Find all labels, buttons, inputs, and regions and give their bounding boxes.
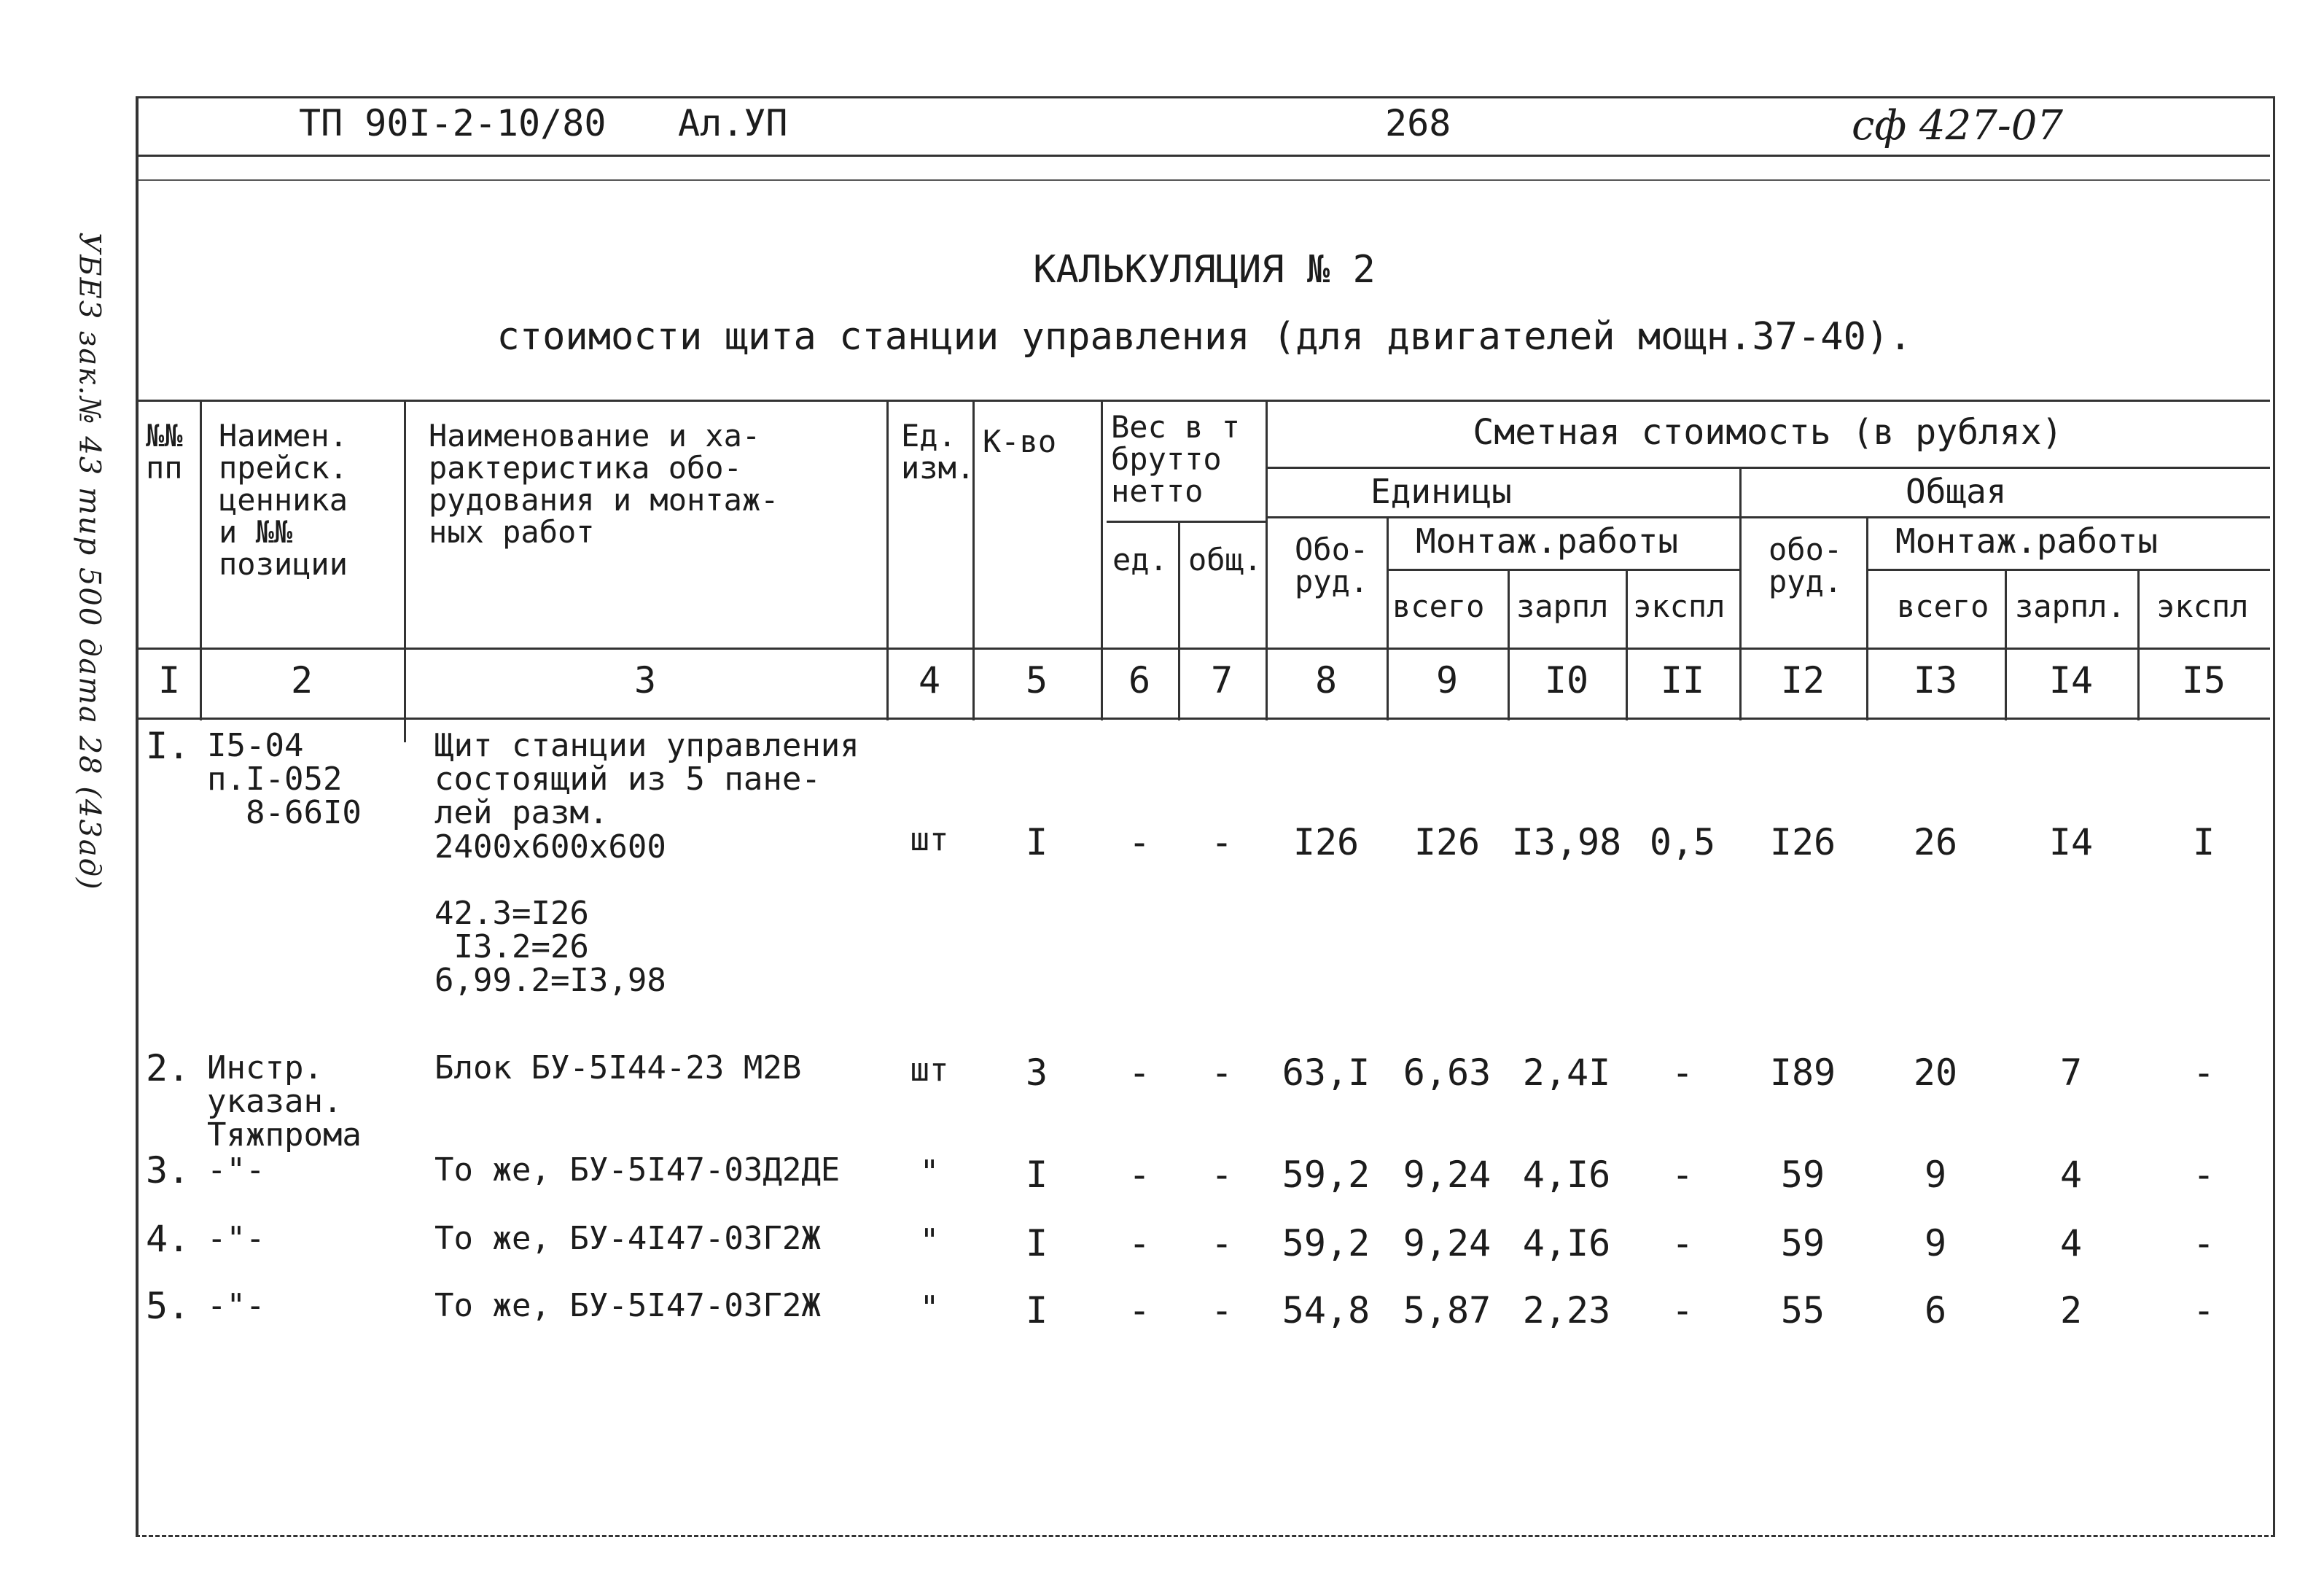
col-header-unit: Ед. изм. xyxy=(901,418,975,486)
sheet-reference: сф 427-07 xyxy=(1852,102,2064,149)
row-qty: 3 xyxy=(1025,1051,1048,1094)
row-number: 3. xyxy=(146,1149,190,1191)
row-all: 6,63 xyxy=(1403,1051,1492,1094)
row-t-all: 26 xyxy=(1913,821,1958,863)
row-number: 2. xyxy=(146,1047,190,1089)
row-wage: 2,23 xyxy=(1522,1289,1611,1331)
album-label: Ал.УП xyxy=(678,102,788,144)
col-header-all-total: всего xyxy=(1897,588,1989,624)
col-number: 6 xyxy=(1128,659,1151,701)
col-header-equip-unit: Обо- руд. xyxy=(1295,532,1369,600)
document-code: ТП 90I-2-10/80 xyxy=(299,102,607,144)
row-unit: " xyxy=(919,1222,940,1259)
row-pricelist-code: -"- xyxy=(207,1220,265,1257)
row-description: То же, БУ-4I47-03Г2Ж xyxy=(434,1220,821,1257)
page-number: 268 xyxy=(1385,102,1451,144)
header-bottom-border xyxy=(139,648,2270,650)
row-calculation: 42.3=I26 I3.2=26 6,99.2=I3,98 xyxy=(434,895,666,1000)
calc-subtitle: стоимости щита станции управления (для двигателей мощн.37-40). xyxy=(496,315,1912,359)
calc-title: КАЛЬКУЛЯЦИЯ № 2 xyxy=(1033,248,1376,292)
row-exp: 0,5 xyxy=(1649,821,1716,863)
col-header-exp-total: экспл xyxy=(2156,588,2249,624)
archive-stamp-text: УБЕЗ зак.№ 43 тир 500 дата 28 (43ад) xyxy=(73,232,106,891)
row-t-wage: 4 xyxy=(2059,1222,2083,1264)
row-exp: - xyxy=(1671,1154,1694,1196)
row-w1: - xyxy=(1128,821,1151,863)
row-t-equip: I89 xyxy=(1769,1051,1836,1094)
row-pricelist-code: -"- xyxy=(207,1287,265,1324)
col-header-description: Наименование и ха- рактеристика обо- рудования и монтаж- ных работ xyxy=(429,418,779,551)
row-all: I26 xyxy=(1413,821,1481,863)
row-description: Щит станции управления состоящий из 5 пане- лей разм. 2400x600x600 xyxy=(434,727,859,866)
row-t-equip: I26 xyxy=(1769,821,1836,863)
col-number: I xyxy=(157,659,181,701)
col-header-exp-unit: экспл xyxy=(1633,588,1726,624)
row-number: 4. xyxy=(146,1218,190,1260)
row-t-equip: 59 xyxy=(1780,1222,1825,1264)
row-all: 5,87 xyxy=(1403,1289,1492,1331)
row-w1: - xyxy=(1128,1222,1151,1264)
row-t-exp: - xyxy=(2192,1051,2215,1094)
row-pricelist-code: Инстр. указан. Тяжпрома xyxy=(207,1049,362,1154)
col-number: I2 xyxy=(1780,659,1825,701)
row-exp: - xyxy=(1671,1222,1694,1264)
row-t-all: 9 xyxy=(1924,1222,1947,1264)
row-w1: - xyxy=(1128,1051,1151,1094)
row-qty: I xyxy=(1025,1154,1048,1196)
row-qty: I xyxy=(1025,1289,1048,1331)
row-t-all: 9 xyxy=(1924,1154,1947,1196)
row-unit: " xyxy=(919,1289,940,1326)
row-qty: I xyxy=(1025,821,1048,863)
col-number: I4 xyxy=(2048,659,2094,701)
row-pricelist-code: -"- xyxy=(207,1151,265,1189)
row-t-equip: 55 xyxy=(1780,1289,1825,1331)
header-divider xyxy=(139,155,2270,157)
col-header-mount-total: Монтаж.работы xyxy=(1895,521,2159,561)
row-t-exp: - xyxy=(2192,1289,2215,1331)
col-header-total-group: Общая xyxy=(1906,472,2007,511)
row-unit: шт xyxy=(910,821,949,858)
row-unit: шт xyxy=(910,1051,949,1089)
col-number: 3 xyxy=(633,659,657,701)
row-t-wage: I4 xyxy=(2048,821,2094,863)
row-t-wage: 2 xyxy=(2059,1289,2083,1331)
row-t-all: 20 xyxy=(1913,1051,1958,1094)
col-header-wage-unit: зарпл xyxy=(1516,588,1609,624)
weight-divider xyxy=(1107,521,1266,523)
row-number: 5. xyxy=(146,1285,190,1327)
row-t-equip: 59 xyxy=(1780,1154,1825,1196)
row-wage: 2,4I xyxy=(1522,1051,1611,1094)
row-w2: - xyxy=(1210,1222,1233,1264)
row-all: 9,24 xyxy=(1403,1222,1492,1264)
row-w2: - xyxy=(1210,1154,1233,1196)
col-header-estimate: Сметная стоимость (в рублях) xyxy=(1473,412,2063,453)
archive-stamp xyxy=(28,73,152,1050)
col-header-all-unit: всего xyxy=(1392,588,1485,624)
row-pricelist-code: I5-04 п.I-052 8-66I0 xyxy=(207,727,362,832)
col-header-number: №№ пп xyxy=(146,418,183,486)
row-equip: I26 xyxy=(1292,821,1360,863)
col-header-mount-unit: Монтаж.работы xyxy=(1416,521,1679,561)
row-wage: 4,I6 xyxy=(1522,1154,1611,1196)
row-equip: 63,I xyxy=(1282,1051,1370,1094)
col-number: I0 xyxy=(1544,659,1589,701)
row-exp: - xyxy=(1671,1051,1694,1094)
body-tick xyxy=(404,720,406,742)
col-header-quantity: К-во xyxy=(983,424,1057,459)
col-number: 2 xyxy=(290,659,313,701)
col-header-pricelist: Наимен. прейск. ценника и №№ позиции xyxy=(219,418,348,583)
row-equip: 59,2 xyxy=(1282,1222,1370,1264)
row-all: 9,24 xyxy=(1403,1154,1492,1196)
col-number: 7 xyxy=(1210,659,1233,701)
row-description: То же, БУ-5I47-03Г2Ж xyxy=(434,1287,821,1324)
row-w2: - xyxy=(1210,1051,1233,1094)
col-header-equip-total: обо- руд. xyxy=(1769,532,1843,600)
col-number: 9 xyxy=(1435,659,1459,701)
col-number: II xyxy=(1660,659,1705,701)
row-equip: 59,2 xyxy=(1282,1154,1370,1196)
number-row-border xyxy=(139,718,2270,720)
row-w2: - xyxy=(1210,821,1233,863)
row-w1: - xyxy=(1128,1154,1151,1196)
row-equip: 54,8 xyxy=(1282,1289,1370,1331)
row-wage: I3,98 xyxy=(1511,821,1622,863)
col-number: I5 xyxy=(2181,659,2226,701)
col-header-wage-total: зарпл. xyxy=(2015,588,2126,624)
unit-total-divider xyxy=(1266,516,2270,518)
row-qty: I xyxy=(1025,1222,1048,1264)
table-top-border xyxy=(139,400,2270,402)
row-number: I. xyxy=(146,725,190,767)
row-wage: 4,I6 xyxy=(1522,1222,1611,1264)
row-exp: - xyxy=(1671,1289,1694,1331)
row-w1: - xyxy=(1128,1289,1151,1331)
cost-group-divider xyxy=(1266,467,2270,469)
row-t-wage: 4 xyxy=(2059,1154,2083,1196)
col-number: 8 xyxy=(1314,659,1338,701)
row-t-exp: - xyxy=(2192,1154,2215,1196)
col-header-weight-total: общ. xyxy=(1188,542,1263,578)
col-header-weight-unit: ед. xyxy=(1112,542,1168,578)
row-t-exp: I xyxy=(2192,821,2215,863)
row-t-wage: 7 xyxy=(2059,1051,2083,1094)
row-unit: " xyxy=(919,1154,940,1191)
col-number: 4 xyxy=(918,659,941,701)
col-number: I3 xyxy=(1913,659,1958,701)
row-description: То же, БУ-5I47-03Д2ДЕ xyxy=(434,1151,841,1189)
col-header-unit-group: Единицы xyxy=(1370,472,1512,511)
col-header-weight: Вес в т брутто нетто xyxy=(1111,409,1241,510)
header-divider-secondary xyxy=(139,179,2270,181)
row-description: Блок БУ-5I44-23 М2В xyxy=(434,1049,802,1086)
row-w2: - xyxy=(1210,1289,1233,1331)
col-number: 5 xyxy=(1025,659,1048,701)
mount-unit-divider xyxy=(1387,569,1739,571)
row-t-exp: - xyxy=(2192,1222,2215,1264)
row-t-all: 6 xyxy=(1924,1289,1947,1331)
mount-total-divider xyxy=(1866,569,2270,571)
